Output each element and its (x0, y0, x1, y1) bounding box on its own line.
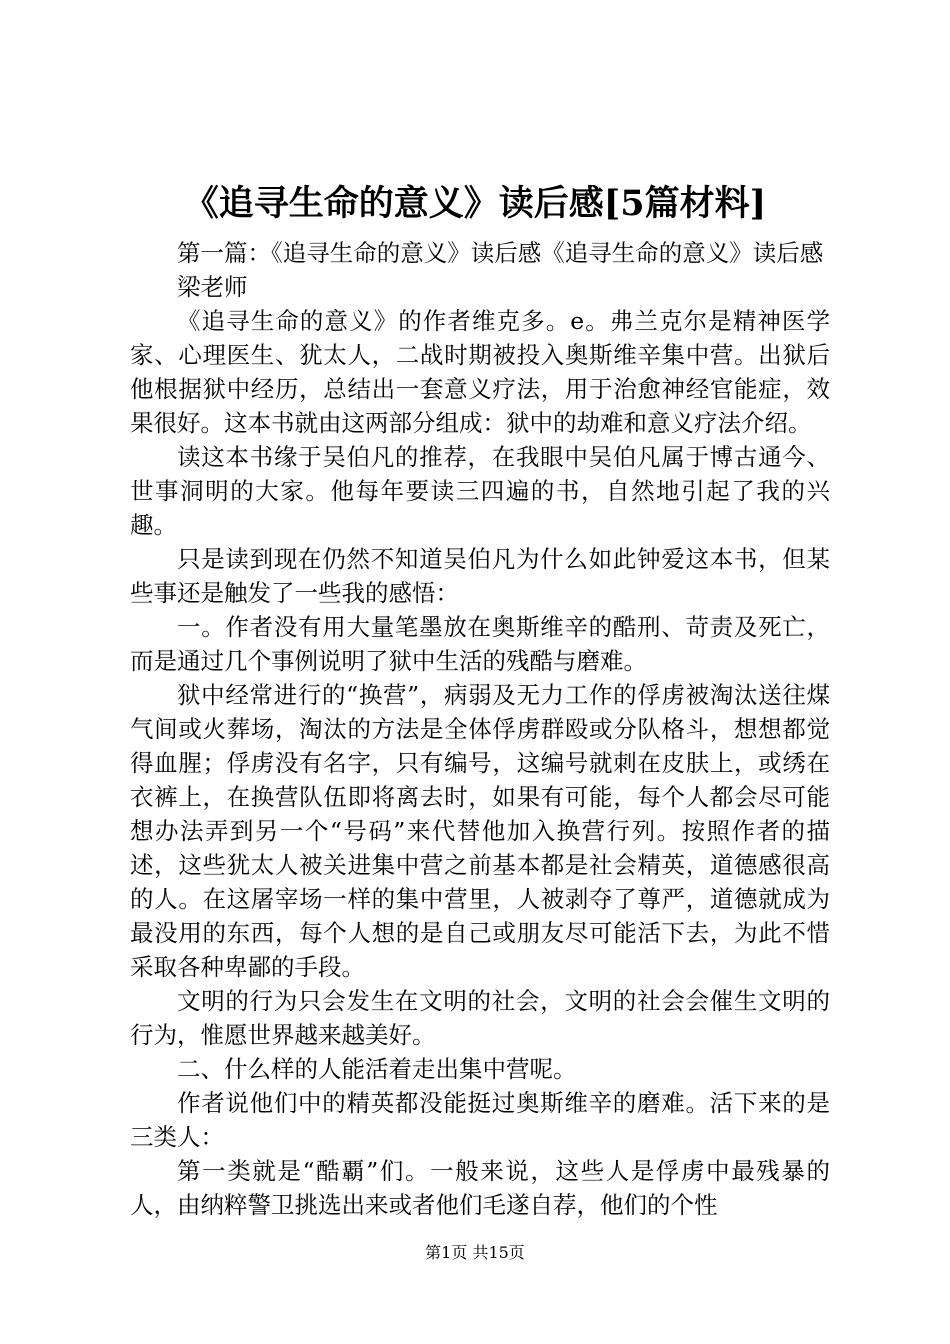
page-number-footer: 第1页 共15页 (425, 1243, 525, 1262)
paragraph: 文明的行为只会发生在文明的社会，文明的社会会催生文明的行为，惟愿世界越来越美好。 (130, 987, 830, 1049)
paragraph-section-heading: 第一篇：《追寻生命的意义》读后感《追寻生命的意义》读后感 (177, 239, 824, 267)
paragraph: 狱中经常进行的“换营”，病弱及无力工作的俘虏被淘汰送往煤气间或火葬场，淘汰的方法是全体俘虏群殴或分队格斗，想想都觉得血腥；俘虏没有名字，只有编号，这编号就刺在皮肤上，或绣在衣裤上，在换营队伍即将离去时，如果有可能，每个人都会尽可能想办法弄到另一个“号码”来代替他加入换营行列。按照作者的描述，这些犹太人被关进集中营之前基本都是社会精英，道德感很高的人。在这屠宰场一样的集中营里，人被剥夺了尊严，道德就成为最没用的东西，每个人想的是自己或朋友尽可能活下去，为此不惜采取各种卑鄙的手段。 (130, 681, 830, 981)
paragraph: 只是读到现在仍然不知道吴伯凡为什么如此钟爱这本书，但某些事还是触发了一些我的感悟： (130, 545, 830, 607)
paragraph: 一。作者没有用大量笔墨放在奥斯维辛的酷刑、苛责及死亡，而是通过几个事例说明了狱中生活的残酷与磨难。 (130, 613, 830, 675)
paragraph: 《追寻生命的意义》的作者维克多。e。弗兰克尔是精神医学家、心理医生、犹太人，二战时期被投入奥斯维辛集中营。出狱后他根据狱中经历，总结出一套意义疗法，用于治愈神经官能症，效果很好。这本书就由这两部分组成：狱中的劫难和意义疗法介绍。 (130, 307, 830, 437)
paragraph-author: 梁老师 (177, 273, 248, 301)
paragraph: 第一类就是“酷覇”们。一般来说，这些人是俘虏中最残暴的人，由纳粹警卫挑选出来或者他们毛遂自荐，他们的个性 (130, 1157, 830, 1219)
paragraph: 作者说他们中的精英都没能挺过奥斯维辛的磨难。活下来的是三类人： (130, 1089, 830, 1151)
document-body (130, 236, 830, 1222)
document-title: 《追寻生命的意义》读后感[5篇材料] (183, 183, 767, 224)
paragraph: 二、什么样的人能活着走出集中营呢。 (177, 1055, 577, 1083)
paragraph: 读这本书缘于吴伯凡的推荐，在我眼中吴伯凡属于博古通今、世事洞明的大家。他每年要读三四遍的书，自然地引起了我的兴趣。 (130, 443, 830, 539)
